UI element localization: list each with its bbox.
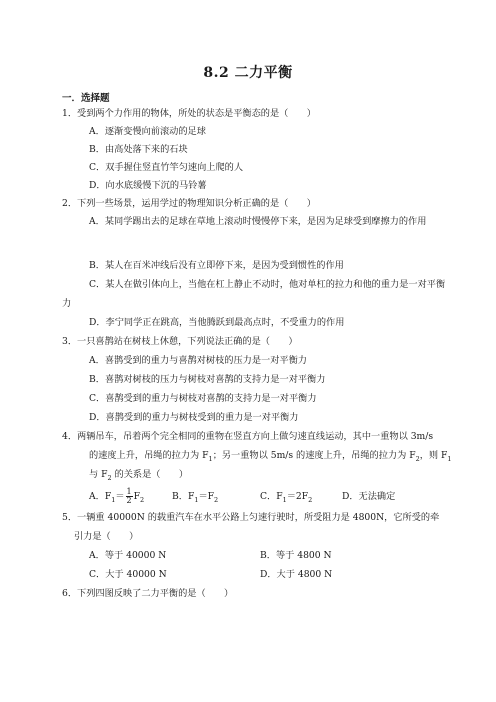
q4-text: 的关系是（ ） bbox=[111, 469, 189, 480]
subscript: 1 bbox=[111, 495, 116, 504]
fraction-one-half bbox=[126, 488, 133, 505]
question-4-option-b bbox=[172, 491, 218, 506]
q4-text: 与 F bbox=[89, 469, 108, 480]
question-5-option-b: B．等于 4800 N bbox=[260, 550, 332, 561]
q4-text: C．F bbox=[260, 491, 283, 502]
question-5-line-1: 5．一辆重 40000N 的载重汽车在水平公路上匀速行驶时，所受阻力是 4800N，它所受的牵 bbox=[62, 512, 440, 523]
question-2-option-c-cont: 力 bbox=[62, 298, 72, 309]
question-2-stem: 2．下列一些场景，运用学过的物理知识分析正确的是（ ） bbox=[62, 198, 316, 209]
question-5-line-2: 引力是（ ） bbox=[74, 531, 139, 542]
question-1-option-a: A．逐渐变慢向前滚动的足球 bbox=[89, 126, 206, 137]
question-3-option-a: A．喜鹊受到的重力与喜鹊对树枝的压力是一对平衡力 bbox=[89, 355, 307, 366]
q4-text: F bbox=[133, 491, 140, 502]
fraction-numerator: 1 bbox=[126, 487, 132, 496]
q4-text: 的速度上升，吊绳的拉力为 F bbox=[89, 450, 209, 461]
subscript: 2 bbox=[415, 454, 420, 463]
question-5-option-c: C．大于 40000 N bbox=[89, 569, 167, 580]
q4-text: B．F bbox=[172, 491, 195, 502]
question-3-option-c: C．喜鹊受到的重力与树枝对喜鹊的支持力是一对平衡力 bbox=[89, 393, 317, 404]
question-1-stem: 1．受到两个力作用的物体，所处的状态是平衡态的是（ ） bbox=[62, 108, 316, 119]
subscript: 1 bbox=[194, 495, 199, 504]
subscript: 1 bbox=[282, 495, 287, 504]
question-4-line-3 bbox=[89, 469, 188, 484]
q4-text: A．F bbox=[89, 491, 112, 502]
question-4-option-c bbox=[260, 491, 312, 506]
question-3-option-d: D．喜鹊受到的重力与树枝受到的重力是一对平衡力 bbox=[89, 412, 299, 423]
subscript: 2 bbox=[308, 495, 313, 504]
question-6-stem: 6．下列四图反映了二力平衡的是（ ） bbox=[62, 588, 234, 599]
question-1-option-d: D．向水底缓慢下沉的马铃薯 bbox=[89, 180, 207, 191]
question-5-option-d: D．大于 4800 N bbox=[260, 569, 333, 580]
subscript: 2 bbox=[140, 495, 145, 504]
question-3-stem: 3．一只喜鹊站在树枝上休憩，下列说法正确的是（ ） bbox=[62, 336, 298, 347]
section-heading: 一．选择题 bbox=[62, 93, 110, 104]
q4-text: ，则 F bbox=[419, 450, 448, 461]
q4-text: ＝ bbox=[115, 491, 125, 502]
question-5-option-a: A．等于 40000 N bbox=[89, 550, 167, 561]
page-title: 8.2 二力平衡 bbox=[203, 65, 293, 81]
question-2-option-b: B．某人在百米冲线后没有立即停下来，是因为受到惯性的作用 bbox=[89, 260, 344, 271]
question-2-option-c: C．某人在做引体向上，当他在杠上静止不动时，他对单杠的拉力和他的重力是一对平衡 bbox=[89, 279, 446, 290]
q4-text: ；另一重物以 5m/s 的速度上升，吊绳的拉力为 F bbox=[212, 450, 416, 461]
subscript: 1 bbox=[447, 454, 452, 463]
question-1-option-b: B．由高处落下来的石块 bbox=[89, 144, 188, 155]
question-2-option-d: D．李宁同学正在跳高，当他腾跃到最高点时，不受重力的作用 bbox=[89, 317, 345, 328]
q4-text: ＝2F bbox=[286, 491, 309, 502]
fraction-denominator: 2 bbox=[126, 496, 132, 505]
question-1-option-c: C．双手握住竖直竹竿匀速向上爬的人 bbox=[89, 162, 244, 173]
question-2-option-a: A．某同学踢出去的足球在草地上滚动时慢慢停下来，是因为足球受到摩擦力的作用 bbox=[89, 216, 427, 227]
subscript: 2 bbox=[107, 473, 112, 482]
question-4-option-a bbox=[89, 488, 144, 509]
question-4-line-2 bbox=[89, 450, 452, 465]
subscript: 2 bbox=[214, 495, 219, 504]
question-4-line-1: 4．两辆吊车，吊着两个完全相同的重物在竖直方向上做匀速直线运动，其中一重物以 3m/s bbox=[62, 431, 434, 442]
q4-text: ＝F bbox=[198, 491, 215, 502]
subscript: 1 bbox=[208, 454, 213, 463]
question-3-option-b: B．喜鹊对树枝的压力与树枝对喜鹊的支持力是一对平衡力 bbox=[89, 374, 326, 385]
question-4-option-d: D．无法确定 bbox=[342, 491, 396, 502]
